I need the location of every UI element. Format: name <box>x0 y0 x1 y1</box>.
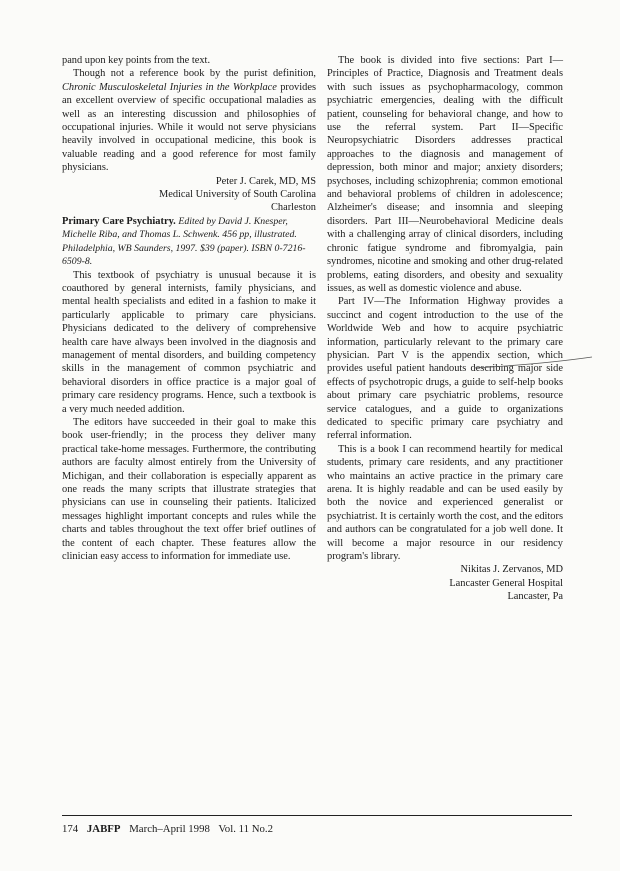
reviewer-signature-1 <box>62 175 316 215</box>
page-number: 174 <box>62 823 79 835</box>
carry-over-paragraph: pand upon key points from the text. <box>62 55 211 66</box>
review-paragraph-3: The book is divided into five sections: Part I—Principles of Practice, Diagnosis and Treatment deals with such issues as psychopharmacology, common psychiatric emergencies, dealing with the difficult patient, counseling for behavioral change, and how to use the referral system. Part II—Specific Neuropsychiatric Disorders addresses practical approaches to the diagnosis and management of depression, both minor and major; anxiety disorders; psychoses, including schizophrenia; common emotional and behavioral problems of children in adolescence; Alzheimer's disease; and insomnia and sleeping disorders. Part III—Neurobehavioral Medicine deals with a challenging array of clinical disorders, including chronic fatigue syndrome and fibromyalgia, pain syndromes, nicotine and smoking and other drug-related problems, eating disorders, and obesity and sexuality issues, as well as domestic violence and abuse. <box>327 55 563 294</box>
footer-rule <box>62 815 572 816</box>
review-paragraph-5: This is a book I can recommend heartily for medical students, primary care residents, and any practitioner who maintains an active practice in the primary care arena. It is highly readable and can be used easily by both the novice and experienced generalist or psychiatrist. It is certainly worth the cost, and the editors and authors can be congratulated for a job well done. It will become a major resource in our residency program's library. <box>327 443 563 563</box>
closing-paragraph <box>62 67 316 174</box>
closing-text-start: Though not a reference book by the purist definition, <box>73 68 316 80</box>
left-column <box>62 54 316 563</box>
reviewer-name-2: Nikitas J. Zervanos, MD <box>460 564 563 576</box>
reviewer-institution: Medical University of South Carolina <box>159 189 316 201</box>
review-paragraph-2: The editors have succeeded in their goal to make this book user-friendly; in the process they deliver many practical take-home messages. Furthermore, the contributing authors are faculty almost entirely from the University of Michigan, and their collaboration is especially apparent as one reads the many scripts that illustrate strategies that physicians can use in counseling their patients. Italicized messages highlight important concepts and rules while the charts and tables throughout the text offer brief outlines of the content of each chapter. These features allow the clinician easy access to information for immediate use. <box>62 416 316 563</box>
volume-number: Vol. 11 No.2 <box>218 823 273 835</box>
reviewer-institution-2: Lancaster General Hospital <box>449 577 563 589</box>
closing-text-end: provides an excellent overview of specific occupational maladies as well as an interesting discussion and philosophies of occupational injuries. While it would not serve physicians heavily involved in occupational medicine, this book is valuable reading and a good reference for most family physicians. <box>62 81 316 174</box>
reviewer-city: Charleston <box>270 202 316 214</box>
review-heading <box>62 215 316 269</box>
review-book-title: Primary Care Psychiatry. <box>62 215 176 227</box>
page-footer <box>62 823 273 835</box>
issue-date: March–April 1998 <box>129 823 210 835</box>
reviewed-book-title: Chronic Musculoskeletal Injuries in the Workplace <box>62 81 277 93</box>
review-paragraph-4: Part IV—The Information Highway provides a succinct and cogent introduction to the use of the Worldwide Web and how to acquire psychiatric information, particularly relevant to the primary care physician. Part V is the appendix section, which provides useful patient handouts describing major side effects of psychotropic drugs, a guide to self-help books about primary care psychiatric problems, resource service catalogues, and a guide to organizations dedicated to specific primary care psychiatry and referral information. <box>327 296 563 442</box>
review-paragraph-1: This textbook of psychiatry is unusual because it is coauthored by general internists, family physicians, and mental health specialists and edited in a fashion to make it particularly applicable to primary care physicians. Physicians dedicated to the delivery of comprehensive health care have always been involved in the diagnosis and management of mental disorders, and building competency skills in the management of common psychiatric and behavioral disorders in office practice is a major goal of primary care residency programs. Hence, such a textbook is a very much needed addition. <box>62 269 316 415</box>
journal-name: JABFP <box>86 823 121 835</box>
reviewer-signature-2 <box>327 563 563 603</box>
reviewer-name: Peter J. Carek, MD, MS <box>215 175 316 187</box>
review-citation: Edited by David J. Knesper, Michelle Riba, and Thomas L. Schwenk. 456 pp, illustrated. Philadelphia, WB Saunders, 1997. $39 (paper). ISBN 0-7216-6509-8. <box>62 215 306 268</box>
right-column <box>327 54 563 604</box>
reviewer-city-2: Lancaster, Pa <box>507 591 563 603</box>
